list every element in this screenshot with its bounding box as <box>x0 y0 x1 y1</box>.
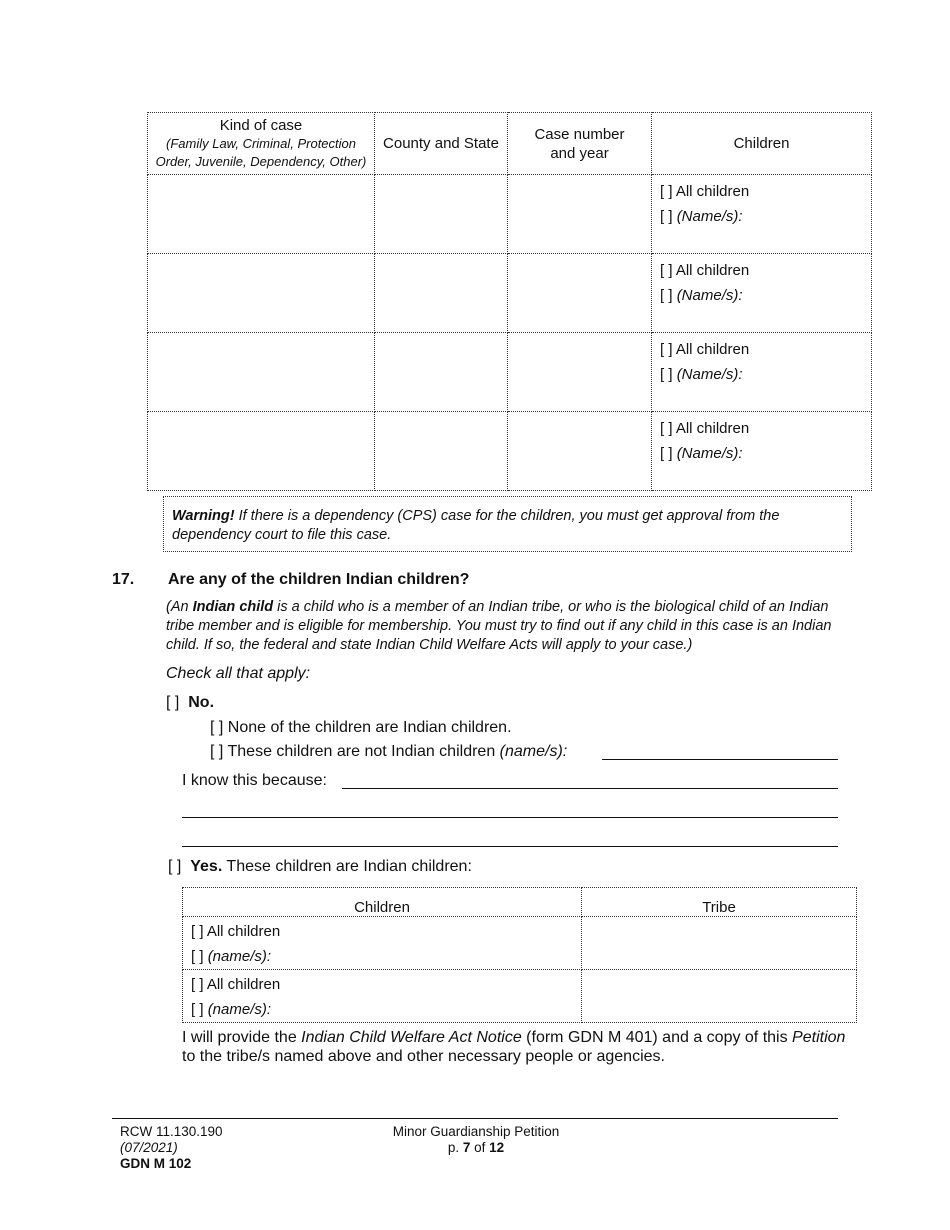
header-kind-sub: (Family Law, Criminal, Protection Order, Juvenile, Dependency, Other) <box>155 135 367 169</box>
cases-header-row <box>148 113 872 175</box>
indian-children-tribe-table <box>182 887 857 1023</box>
dependency-warning-box <box>163 496 852 552</box>
no-checkbox[interactable]: [ ] No. <box>166 694 215 711</box>
know-because-line-1[interactable] <box>342 788 838 789</box>
case-kind-cell[interactable] <box>148 333 375 412</box>
know-because-line-3[interactable] <box>182 846 838 847</box>
case-children-cell <box>652 175 872 254</box>
header-kind-of-case <box>148 113 375 175</box>
all-children-checkbox[interactable]: [ ] All children <box>660 262 750 279</box>
header-case-number <box>508 113 652 175</box>
all-children-checkbox[interactable]: [ ] All children <box>191 923 281 940</box>
header-case-number-label: Case number and year <box>534 125 625 162</box>
footer-center <box>376 1124 576 1156</box>
not-indian-checkbox[interactable]: [ ] These children are not Indian children (name/s): <box>210 743 568 760</box>
footer-date: (07/2021) <box>120 1140 178 1155</box>
case-number-cell[interactable] <box>508 333 652 412</box>
case-children-cell <box>652 333 872 412</box>
case-children-cell <box>652 254 872 333</box>
know-because-line-2[interactable] <box>182 817 838 818</box>
tribe-name-cell[interactable] <box>582 917 857 970</box>
case-kind-cell[interactable] <box>148 412 375 491</box>
all-children-checkbox[interactable]: [ ] All children <box>191 976 281 993</box>
names-checkbox[interactable]: [ ] (Name/s): <box>660 208 743 225</box>
other-cases-table <box>147 112 872 491</box>
case-children-cell <box>652 412 872 491</box>
tribe-row <box>183 917 857 970</box>
names-checkbox[interactable]: [ ] (name/s): <box>191 1001 272 1018</box>
section-heading: Are any of the children Indian children? <box>168 571 470 588</box>
tribe-name-cell[interactable] <box>582 970 857 1023</box>
none-indian-checkbox[interactable]: [ ] None of the children are Indian children. <box>210 719 512 736</box>
indian-child-definition: (An Indian child is a child who is a member of an Indian tribe, or who is the biological child of an Indian tribe member and is eligible for membership. You must try to find out if any child in this case is an Indian child. If so, the federal and state Indian Child Welfare Acts will apply to your case.) <box>166 599 832 653</box>
tribe-row <box>183 970 857 1023</box>
warning-text: If there is a dependency (CPS) case for the children, you must get approval from the dependency court to file this case. <box>172 508 780 543</box>
case-row <box>148 333 872 412</box>
case-row <box>148 254 872 333</box>
header-county-state: County and State <box>375 113 508 175</box>
all-children-checkbox[interactable]: [ ] All children <box>660 420 750 437</box>
case-county-cell[interactable] <box>375 333 508 412</box>
footer-rcw: RCW 11.130.190 <box>120 1124 223 1139</box>
case-county-cell[interactable] <box>375 175 508 254</box>
case-row <box>148 412 872 491</box>
header-tribe: Tribe <box>582 888 857 917</box>
icwa-notice-statement: I will provide the Indian Child Welfare Act Notice (form GDN M 401) and a copy of this Petition to the tribe/s named above and other necessary people or agencies. <box>182 1029 846 1065</box>
names-checkbox[interactable]: [ ] (Name/s): <box>660 445 743 462</box>
footer-left <box>120 1124 223 1172</box>
names-checkbox[interactable]: [ ] (Name/s): <box>660 366 743 383</box>
tribe-children-cell <box>183 917 582 970</box>
yes-checkbox[interactable]: [ ] Yes. These children are Indian children: <box>168 858 472 875</box>
know-because-label: I know this because: <box>182 772 327 789</box>
case-kind-cell[interactable] <box>148 254 375 333</box>
header-children: Children <box>183 888 582 917</box>
case-number-cell[interactable] <box>508 254 652 333</box>
names-checkbox[interactable]: [ ] (name/s): <box>191 948 272 965</box>
all-children-checkbox[interactable]: [ ] All children <box>660 183 750 200</box>
names-checkbox[interactable]: [ ] (Name/s): <box>660 287 743 304</box>
case-row <box>148 175 872 254</box>
footer-form-id: GDN M 102 <box>120 1156 192 1171</box>
case-number-cell[interactable] <box>508 175 652 254</box>
footer-divider <box>112 1118 838 1119</box>
tribe-children-cell <box>183 970 582 1023</box>
case-county-cell[interactable] <box>375 254 508 333</box>
not-indian-names-line[interactable] <box>602 759 838 760</box>
footer-title: Minor Guardianship Petition <box>392 1124 560 1139</box>
warning-lead: Warning! <box>172 508 235 524</box>
tribe-header-row <box>183 888 857 917</box>
check-all-instruction: Check all that apply: <box>166 665 311 682</box>
header-children: Children <box>652 113 872 175</box>
case-county-cell[interactable] <box>375 412 508 491</box>
case-kind-cell[interactable] <box>148 175 375 254</box>
section-number: 17. <box>112 571 135 588</box>
all-children-checkbox[interactable]: [ ] All children <box>660 341 750 358</box>
footer-page: p. 7 of 12 <box>447 1140 505 1155</box>
header-kind-label: Kind of case <box>219 116 303 134</box>
case-number-cell[interactable] <box>508 412 652 491</box>
